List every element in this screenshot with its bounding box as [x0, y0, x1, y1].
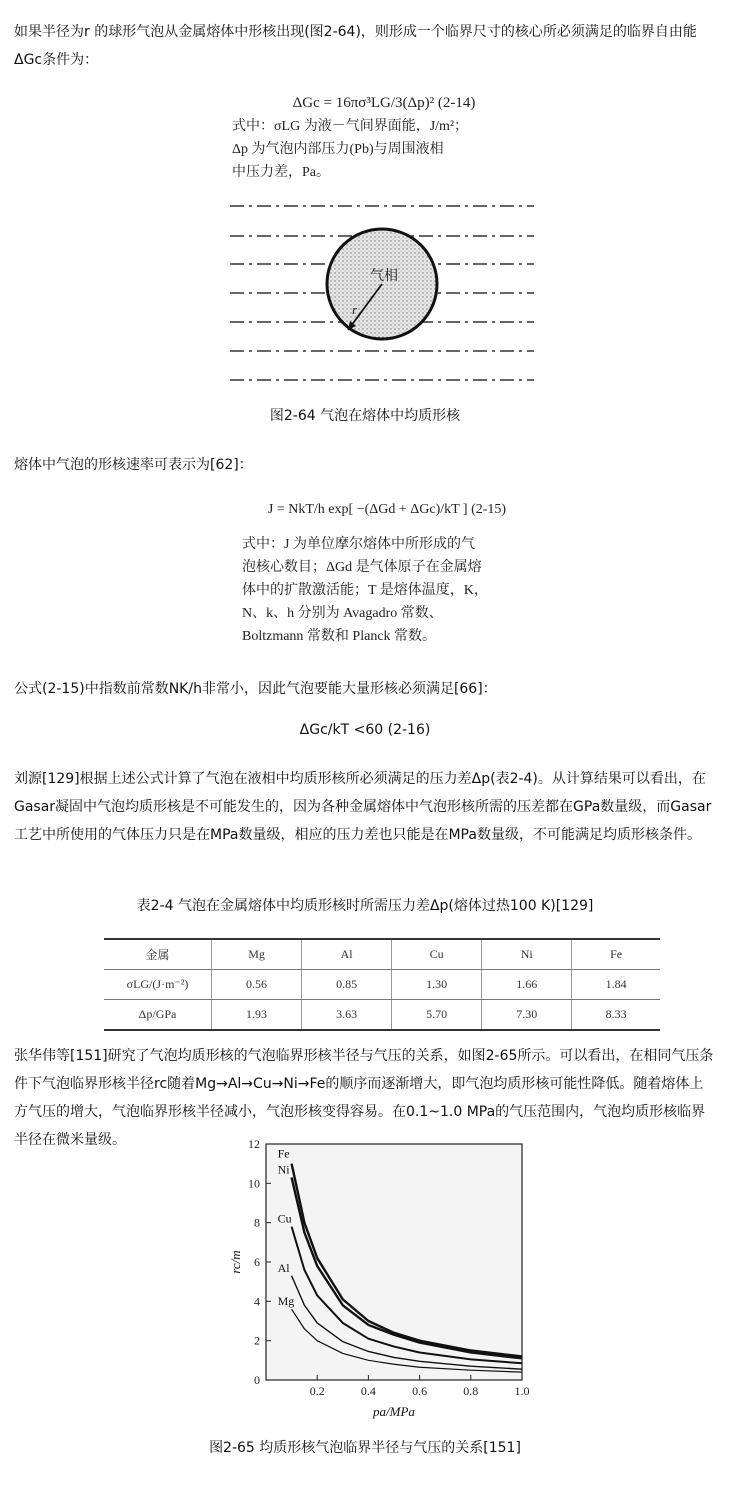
series-label-al: Al: [277, 1260, 290, 1275]
figure-2-64-caption: 图2-64 气泡在熔体中均质形核: [269, 408, 461, 424]
y-tick-label: 10: [248, 1176, 260, 1191]
table-cell: 1.30: [392, 970, 482, 1000]
table-cell: 0.85: [302, 970, 392, 1000]
chart-svg: [230, 1138, 540, 1420]
gas-phase-label: 气相: [370, 268, 398, 284]
y-tick-label: 6: [254, 1255, 260, 1269]
series-label-fe: Fe: [277, 1146, 290, 1161]
radius-label: r: [352, 302, 358, 317]
table-cell: 7.30: [482, 1000, 572, 1031]
table-header-cell: Ni: [482, 939, 572, 970]
equation-2-16: ΔGc/kT <60 (2-16): [299, 722, 431, 738]
table-cell: 0.56: [212, 970, 302, 1000]
formula-2-15-note-3: 体中的扩散激活能；T 是熔体温度，K，: [242, 583, 488, 598]
y-tick-label: 2: [254, 1333, 260, 1348]
x-tick-label: 1.0: [514, 1384, 530, 1398]
x-tick-label: 0.6: [412, 1384, 428, 1398]
table-2-4: [104, 938, 660, 1031]
figure-2-65-caption: 图2-65 均质形核气泡临界半径与气压的关系[151]: [209, 1440, 521, 1456]
x-tick-label: 0.2: [309, 1384, 325, 1398]
series-label-mg: Mg: [277, 1294, 295, 1309]
y-tick-label: 4: [254, 1294, 260, 1309]
table-row: [104, 970, 660, 1000]
table-cell: 8.33: [572, 1000, 660, 1031]
plot-area: [266, 1144, 522, 1380]
table-header-cell: Mg: [212, 939, 302, 970]
x-tick-label: 0.4: [360, 1384, 376, 1398]
table-row: [104, 1000, 660, 1031]
formula-2-14-note-3: 中压力差，Pa。: [232, 165, 330, 180]
formula-2-15-note-1: 式中：J 为单位摩尔熔体中所形成的气: [242, 537, 475, 552]
formula-2-14-note-2: Δp 为气泡内部压力(Pb)与周围液相: [232, 142, 444, 157]
equation-2-15: J = NkT/h exp[ −(ΔGd + ΔGc)/kT ] (2-15): [267, 502, 507, 517]
figure-2-65: [230, 1138, 540, 1420]
table-header-cell: Cu: [392, 939, 482, 970]
table-cell: Δp/GPa: [104, 1000, 212, 1031]
paragraph-nucleation-rate: 熔体中气泡的形核速率可表示为[62]：: [14, 457, 253, 473]
table-header-row: [104, 939, 660, 970]
table-cell: 1.93: [212, 1000, 302, 1031]
formula-2-14-note-1: 式中：σLG 为液－气间界面能，J/m²；: [232, 119, 469, 134]
paragraph-condition: 公式(2-15)中指数前常数NK/h非常小，因此气泡要能大量形核必须满足[66]：: [14, 681, 497, 697]
formula-2-15-note-2: 泡核心数目；ΔGd 是气体原子在金属熔: [242, 560, 482, 575]
series-label-cu: Cu: [277, 1211, 292, 1226]
y-axis-label: rc/m: [228, 1250, 243, 1274]
x-axis-label: pa/MPa: [373, 1404, 415, 1419]
table-cell: σLG/(J·m⁻²): [104, 970, 212, 1000]
equation-2-14: ΔGc = 16πσ³LG/3(Δp)² (2-14): [292, 95, 476, 111]
table-2-4-caption: 表2-4 气泡在金属熔体中均质形核时所需压力差Δp(熔体过热100 K)[129]: [136, 898, 594, 914]
table-cell: 5.70: [392, 1000, 482, 1031]
formula-2-14-block: [232, 92, 536, 184]
table-header-cell: Fe: [572, 939, 660, 970]
paragraph-intro: 如果半径为r 的球形气泡从金属熔体中形核出现(图2-64)，则形成一个临界尺寸的核心所必须满足的临界自由能ΔGc条件为：: [14, 24, 697, 68]
figure-2-64: [230, 196, 534, 386]
formula-2-15-note-5: Boltzmann 常数和 Planck 常数。: [242, 629, 437, 644]
formula-2-15-block: [242, 498, 532, 648]
y-tick-label: 8: [254, 1215, 260, 1230]
series-label-ni: Ni: [277, 1162, 290, 1177]
table-header-cell: 金属: [104, 939, 212, 970]
y-tick-label: 0: [254, 1373, 260, 1387]
paragraph-liu-yuan: 刘源[129]根据上述公式计算了气泡在液相中均质形核所必须满足的压力差Δp(表2-4)。从计算结果可以看出，在Gasar凝固中气泡均质形核是不可能发生的，因为各种金属熔体中气泡形核所需的压差都在GPa数量级，而Gasar工艺中所使用的气体压力只是在MPa数量级，相应的压力差也只能是在MPa数量级，不可能满足均质形核条件。: [14, 771, 712, 843]
table-cell: 3.63: [302, 1000, 392, 1031]
x-tick-label: 0.8: [463, 1384, 479, 1398]
table-header-cell: Al: [302, 939, 392, 970]
y-tick-label: 12: [248, 1137, 260, 1151]
formula-2-15-note-4: N、k、h 分别为 Avagadro 常数、: [242, 606, 443, 621]
table-cell: 1.66: [482, 970, 572, 1000]
table-cell: 1.84: [572, 970, 660, 1000]
paragraph-zhang-huawei: 张华伟等[151]研究了气泡均质形核的气泡临界形核半径与气压的关系，如图2-65所示。可以看出，在相同气压条件下气泡临界形核半径rc随着Mg→Al→Cu→Ni→Fe的顺序而逐渐增大，即气泡均质形核可能性降低。随着熔体上方气压的增大，气泡临界形核半径减小，气泡形核变得容易。在0.1~1.0 MPa的气压范围内，气泡均质形核临界半径在微米量级。: [14, 1048, 714, 1148]
